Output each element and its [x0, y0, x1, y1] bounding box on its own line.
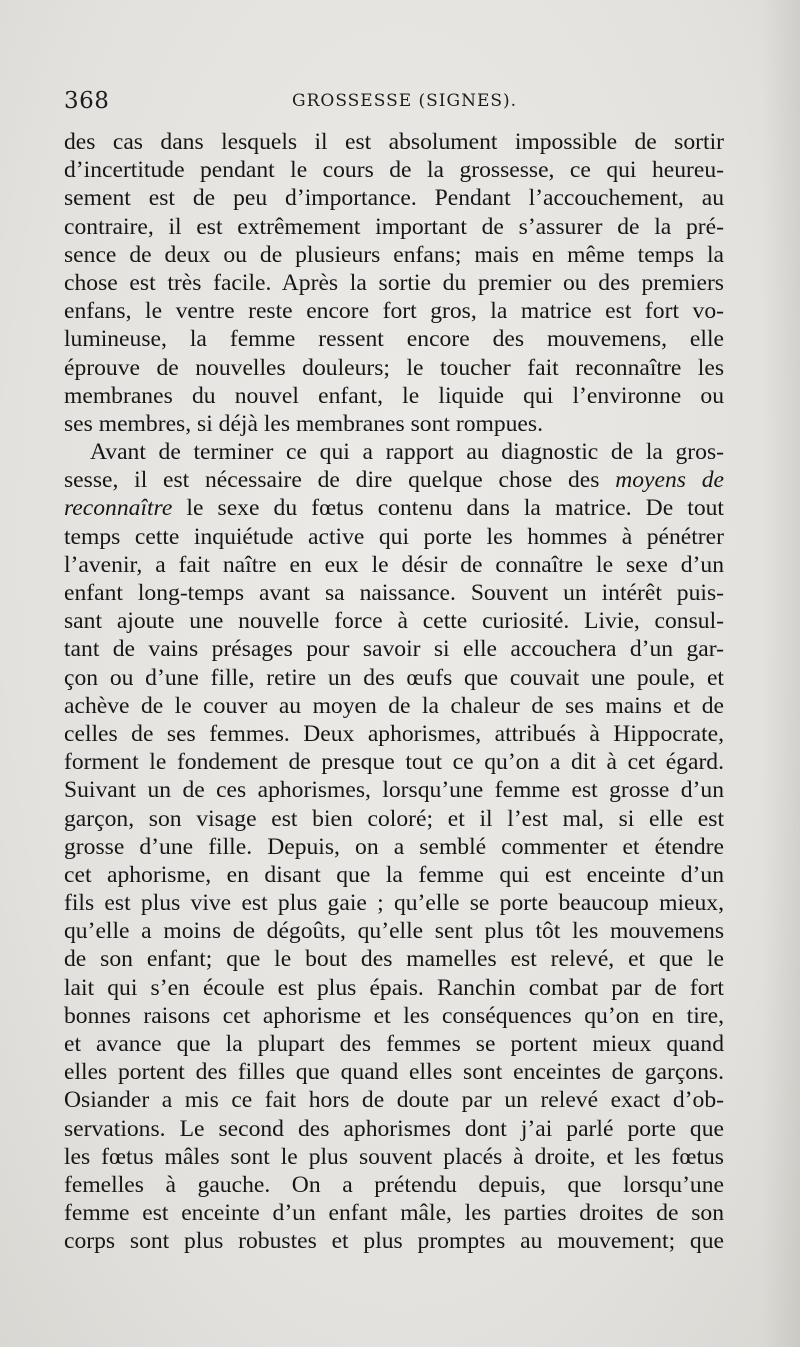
text-line: lait qui s’en écoule est plus épais. Ranchin combat par de fort [64, 974, 724, 1001]
text-line: forment le fondement de presque tout ce qu’on a dit à cet égard. [64, 749, 724, 776]
text-line: temps cette inquiétude active qui porte les hommes à pénétrer [64, 523, 724, 550]
text-segment: sesse, il est nécessaire de dire quelque chose des [64, 467, 616, 494]
text-line: femelles à gauche. On a prétendu depuis, que lorsqu’une [64, 1171, 724, 1198]
text-line [64, 494, 724, 522]
text-line: lumineuse, la femme ressent encore des mouvemens, elle [64, 326, 724, 353]
text-line: Suivant un de ces aphorismes, lorsqu’une femme est grosse d’un [64, 777, 724, 804]
text-line: de son enfant; que le bout des mamelles est relevé, et que le [64, 946, 724, 973]
text-line: qu’elle a moins de dégoûts, qu’elle sent plus tôt les mouvemens [64, 918, 724, 945]
text-line: enfant long-temps avant sa naissance. Souvent un intérêt puis- [64, 580, 724, 606]
text-line: celles de ses femmes. Deux aphorismes, attribués à Hippocrate, [64, 720, 724, 747]
body-text [64, 128, 724, 1256]
text-line: sement est de peu d’importance. Pendant l’accouchement, au [64, 185, 724, 212]
text-line: sence de deux ou de plusieurs enfans; mais en même temps la [64, 241, 724, 268]
paragraph-2 [64, 438, 724, 1255]
text-line: des cas dans lesquels il est absolument impossible de sortir [64, 129, 724, 155]
text-line: grosse d’une fille. Depuis, on a semblé commenter et étendre [64, 833, 724, 860]
text-line: sant ajoute une nouvelle force à cette curiosité. Livie, consul- [64, 608, 724, 635]
text-line: bonnes raisons cet aphorisme et les conséquences qu’on en tire, [64, 1002, 724, 1029]
italic-text: moyens de [615, 467, 724, 494]
text-line: membranes du nouvel enfant, le liquide qui l’environne ou [64, 382, 724, 409]
text-line: femme est enceinte d’un enfant mâle, les parties droites de son [64, 1200, 724, 1227]
text-line: chose est très facile. Après la sortie du premier ou des premiers [64, 269, 724, 296]
text-line: les fœtus mâles sont le plus souvent placés à droite, et les fœtus [64, 1143, 724, 1170]
text-line: enfans, le ventre reste encore fort gros, la matrice est fort vo- [64, 298, 724, 325]
text-line: Avant de terminer ce qui a rapport au diagnostic de la gros- [90, 439, 724, 466]
text-line: éprouve de nouvelles douleurs; le toucher fait reconnaître les [64, 354, 724, 381]
text-line: contraire, il est extrêmement important de s’assurer de la pré- [64, 213, 724, 240]
text-line: corps sont plus robustes et plus promptes au mouvement; que [64, 1228, 724, 1255]
text-line: servations. Le second des aphorismes dont j’ai parlé porte que [64, 1115, 724, 1142]
page-header [64, 88, 728, 122]
text-line: garçon, son visage est bien coloré; et il l’est mal, si elle est [64, 805, 724, 832]
text-line [64, 466, 724, 494]
text-line: l’avenir, a fait naître en eux le désir de connaître le sexe d’un [64, 551, 724, 578]
text-line: fils est plus vive est plus gaie ; qu’elle se porte beaucoup mieux, [64, 890, 724, 917]
page-edge-shadow [762, 0, 800, 1347]
text-line: et avance que la plupart des femmes se portent mieux quand [64, 1031, 724, 1057]
running-head: GROSSESSE (SIGNES). [292, 91, 518, 111]
paragraph-1 [64, 128, 724, 438]
text-line: çon ou d’une fille, retire un des œufs que couvait une poule, et [64, 664, 724, 691]
page-number: 368 [64, 88, 110, 114]
text-line: Osiander a mis ce fait hors de doute par un relevé exact d’ob- [64, 1087, 724, 1114]
text-line: d’incertitude pendant le cours de la grossesse, ce qui heureu- [64, 157, 724, 184]
text-line: elles portent des filles que quand elles sont enceintes de garçons. [64, 1059, 724, 1086]
text-segment: le sexe du fœtus contenu dans la matrice. De tout [172, 495, 724, 522]
text-line: tant de vains présages pour savoir si elle accouchera d’un gar- [64, 636, 724, 663]
italic-text: reconnaître [64, 495, 173, 522]
text-line: achève de le couver au moyen de la chaleur de ses mains et de [64, 692, 724, 719]
text-line: cet aphorisme, en disant que la femme qui est enceinte d’un [64, 861, 724, 888]
text-line: ses membres, si déjà les membranes sont rompues. [64, 410, 543, 437]
